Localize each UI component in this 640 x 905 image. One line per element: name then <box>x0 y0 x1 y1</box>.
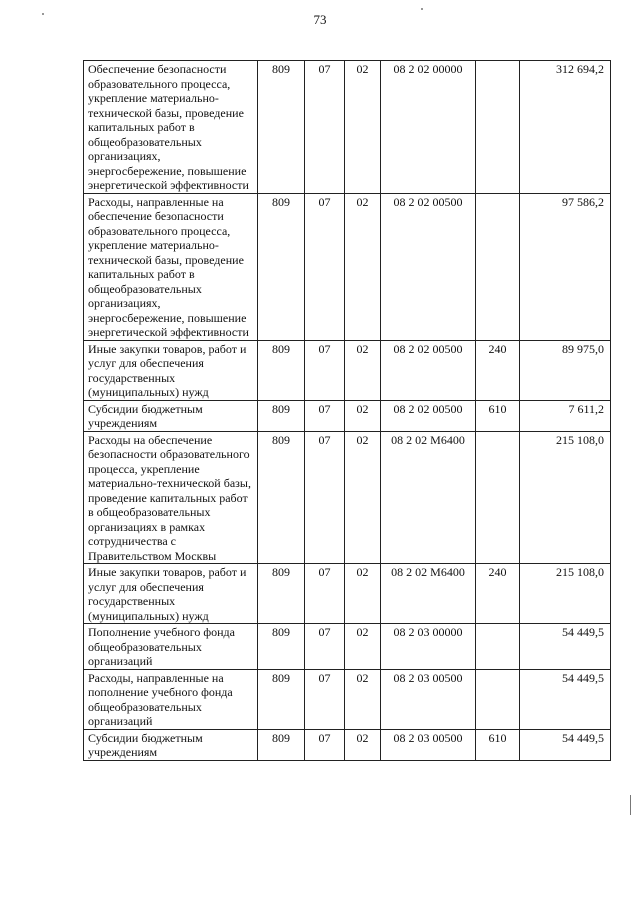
ministry-code-cell: 809 <box>258 669 305 729</box>
amount-cell: 54 449,5 <box>520 669 611 729</box>
amount-cell: 7 611,2 <box>520 400 611 431</box>
section-code-cell: 07 <box>305 669 345 729</box>
table-row <box>84 61 611 194</box>
subsection-code-cell: 02 <box>345 400 381 431</box>
scan-speck <box>421 8 423 10</box>
expense-type-cell: 610 <box>476 400 520 431</box>
ministry-code-cell: 809 <box>258 729 305 760</box>
target-article-cell: 08 2 02 00500 <box>381 193 476 340</box>
section-code-cell: 07 <box>305 729 345 760</box>
item-name-cell: Иные закупки товаров, работ и услуг для обеспечения государственных (муниципальных) нужд <box>84 564 258 624</box>
page-number: 73 <box>313 12 327 27</box>
expense-type-cell <box>476 624 520 670</box>
subsection-code-cell: 02 <box>345 340 381 400</box>
amount-cell: 54 449,5 <box>520 624 611 670</box>
table-row <box>84 400 611 431</box>
item-name-cell: Расходы, направленные на пополнение учебного фонда общеобразовательных организаций <box>84 669 258 729</box>
subsection-code-cell: 02 <box>345 193 381 340</box>
item-name-cell: Субсидии бюджетным учреждениям <box>84 400 258 431</box>
expense-type-cell: 240 <box>476 340 520 400</box>
amount-cell: 312 694,2 <box>520 61 611 194</box>
expense-type-cell: 610 <box>476 729 520 760</box>
target-article-cell: 08 2 02 00000 <box>381 61 476 194</box>
ministry-code-cell: 809 <box>258 340 305 400</box>
subsection-code-cell: 02 <box>345 669 381 729</box>
subsection-code-cell: 02 <box>345 564 381 624</box>
target-article-cell: 08 2 03 00500 <box>381 669 476 729</box>
expense-type-cell <box>476 61 520 194</box>
expense-type-cell <box>476 431 520 564</box>
expense-type-cell: 240 <box>476 564 520 624</box>
table-row <box>84 431 611 564</box>
amount-cell: 215 108,0 <box>520 431 611 564</box>
item-name-cell: Иные закупки товаров, работ и услуг для обеспечения государственных (муниципальных) нужд <box>84 340 258 400</box>
amount-cell: 54 449,5 <box>520 729 611 760</box>
section-code-cell: 07 <box>305 624 345 670</box>
table-row <box>84 729 611 760</box>
item-name-cell: Расходы, направленные на обеспечение безопасности образовательного процесса, укрепление материально-технической базы, проведение капитальных работ в общеобразовательных организациях, энергосбережение, повышение энергетической эффективности <box>84 193 258 340</box>
target-article-cell: 08 2 03 00000 <box>381 624 476 670</box>
subsection-code-cell: 02 <box>345 624 381 670</box>
item-name-cell: Обеспечение безопасности образовательного процесса, укрепление материально-технической базы, проведение капитальных работ в общеобразовательных организациях, энергосбережение, повышение энергетической эффективности <box>84 61 258 194</box>
target-article-cell: 08 2 02 00500 <box>381 400 476 431</box>
scan-speck <box>42 13 44 15</box>
target-article-cell: 08 2 02 00500 <box>381 340 476 400</box>
target-article-cell: 08 2 03 00500 <box>381 729 476 760</box>
ministry-code-cell: 809 <box>258 193 305 340</box>
table-row <box>84 564 611 624</box>
item-name-cell: Субсидии бюджетным учреждениям <box>84 729 258 760</box>
section-code-cell: 07 <box>305 431 345 564</box>
amount-cell: 215 108,0 <box>520 564 611 624</box>
table-row <box>84 669 611 729</box>
item-name-cell: Пополнение учебного фонда общеобразовательных организаций <box>84 624 258 670</box>
amount-cell: 89 975,0 <box>520 340 611 400</box>
ministry-code-cell: 809 <box>258 61 305 194</box>
ministry-code-cell: 809 <box>258 431 305 564</box>
scan-speck <box>630 795 631 815</box>
ministry-code-cell: 809 <box>258 400 305 431</box>
target-article-cell: 08 2 02 М6400 <box>381 431 476 564</box>
subsection-code-cell: 02 <box>345 61 381 194</box>
section-code-cell: 07 <box>305 400 345 431</box>
subsection-code-cell: 02 <box>345 729 381 760</box>
ministry-code-cell: 809 <box>258 624 305 670</box>
section-code-cell: 07 <box>305 340 345 400</box>
table-row <box>84 193 611 340</box>
ministry-code-cell: 809 <box>258 564 305 624</box>
expense-type-cell <box>476 669 520 729</box>
table-row <box>84 340 611 400</box>
target-article-cell: 08 2 02 М6400 <box>381 564 476 624</box>
amount-cell: 97 586,2 <box>520 193 611 340</box>
table-row <box>84 624 611 670</box>
section-code-cell: 07 <box>305 61 345 194</box>
item-name-cell: Расходы на обеспечение безопасности образовательного процесса, укрепление материально-технической базы, проведение капитальных работ в общеобразовательных организациях в рамках сотрудничества с Правительством Москвы <box>84 431 258 564</box>
section-code-cell: 07 <box>305 564 345 624</box>
expense-type-cell <box>476 193 520 340</box>
subsection-code-cell: 02 <box>345 431 381 564</box>
budget-table <box>83 60 611 761</box>
section-code-cell: 07 <box>305 193 345 340</box>
